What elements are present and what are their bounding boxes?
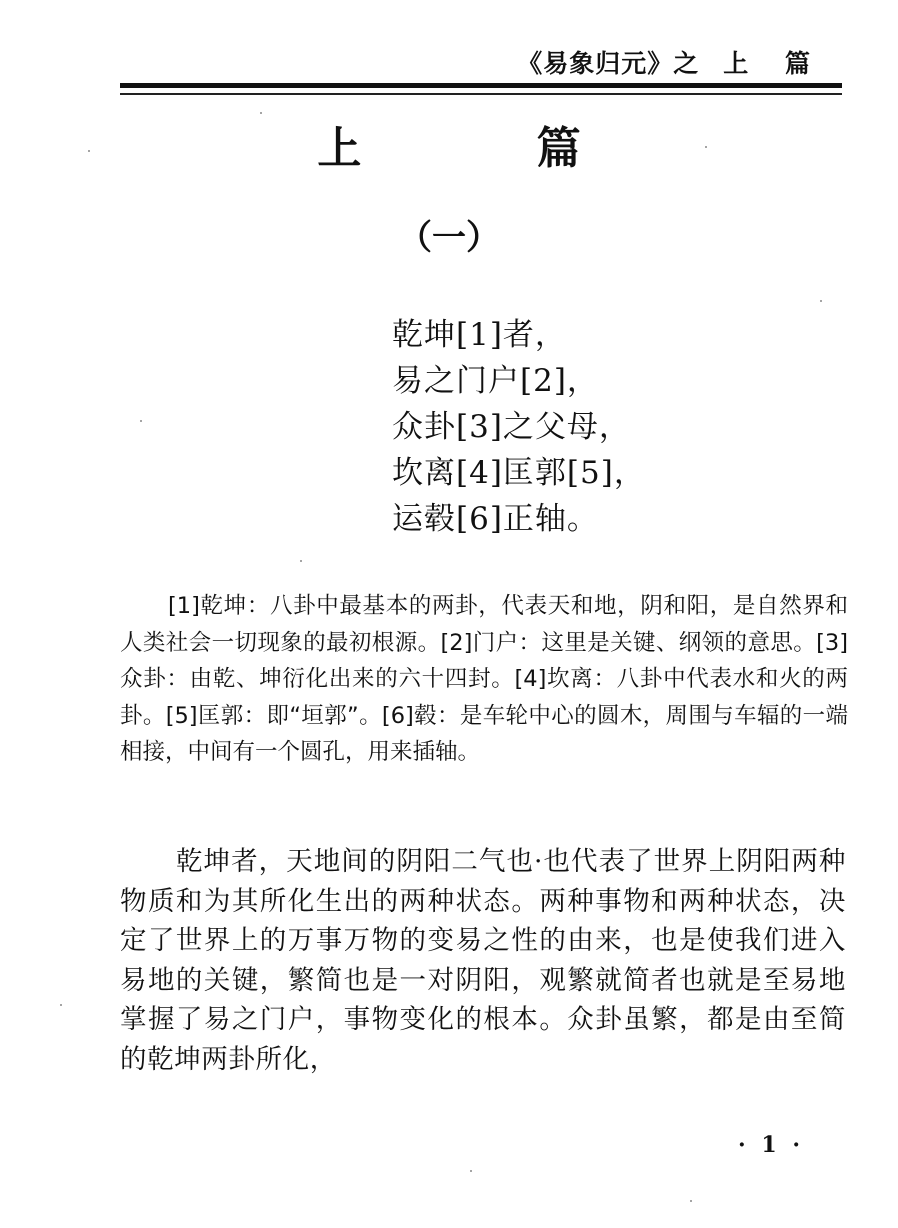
verse-line: 众卦[3]之父母， [392, 409, 631, 445]
scan-speck [88, 150, 90, 152]
scan-speck [140, 420, 142, 422]
header-rule-thick [120, 83, 842, 88]
scan-speck [690, 1200, 692, 1202]
verse-block [392, 312, 646, 542]
scan-speck [820, 300, 822, 302]
notes-paragraph: [1]乾坤：八卦中最基本的两卦，代表天和地，阴和阳，是自然界和人类社会一切现象的最初根源。[2]门户：这里是关键、纲领的意思。[3]众卦：由乾、坤衍化出来的六十四封。[4]坎离：八卦中代表水和火的两卦。[5]匡郭：即“垣郭”。[6]毂：是车轮中心的圆木，周围与车辐的一端相接，中间有一个圆孔，用来插轴。 [120, 593, 848, 766]
scan-speck [260, 112, 262, 114]
scan-speck [705, 146, 707, 148]
header-rule-thin [120, 93, 842, 95]
scan-speck [300, 560, 302, 562]
verse-line: 易之门户[2]， [392, 363, 599, 399]
section-number: （一） [398, 218, 500, 258]
scan-speck [60, 1004, 62, 1006]
verse-line: 坎离[4]匡郭[5]， [392, 455, 646, 491]
annotation-notes [120, 588, 848, 771]
page-number: · 1 · [738, 1132, 804, 1158]
chapter-title: 上 篇 [317, 123, 661, 174]
running-header-section: 上 篇 [723, 49, 824, 78]
verse-line: 乾坤[1]者， [392, 317, 567, 353]
scan-speck [470, 1170, 472, 1172]
running-header [517, 44, 824, 80]
commentary-paragraph: 乾坤者，天地间的阴阳二气也·也代表了世界上阴阳两种物质和为其所化生出的两种状态。两种事物和两种状态，决定了世界上的万事万物的变易之性的由来，也是使我们进入易地的关键，繁简也是一对阴阳，观繁就简者也就是至易地掌握了易之门户，事物变化的根本。众卦虽繁，都是由至简的乾坤两卦所化， [120, 846, 846, 1075]
running-header-book-title: 《易象归元》之 [517, 49, 700, 78]
commentary-text [120, 842, 846, 1080]
verse-line: 运毂[6]正轴。 [392, 501, 599, 537]
